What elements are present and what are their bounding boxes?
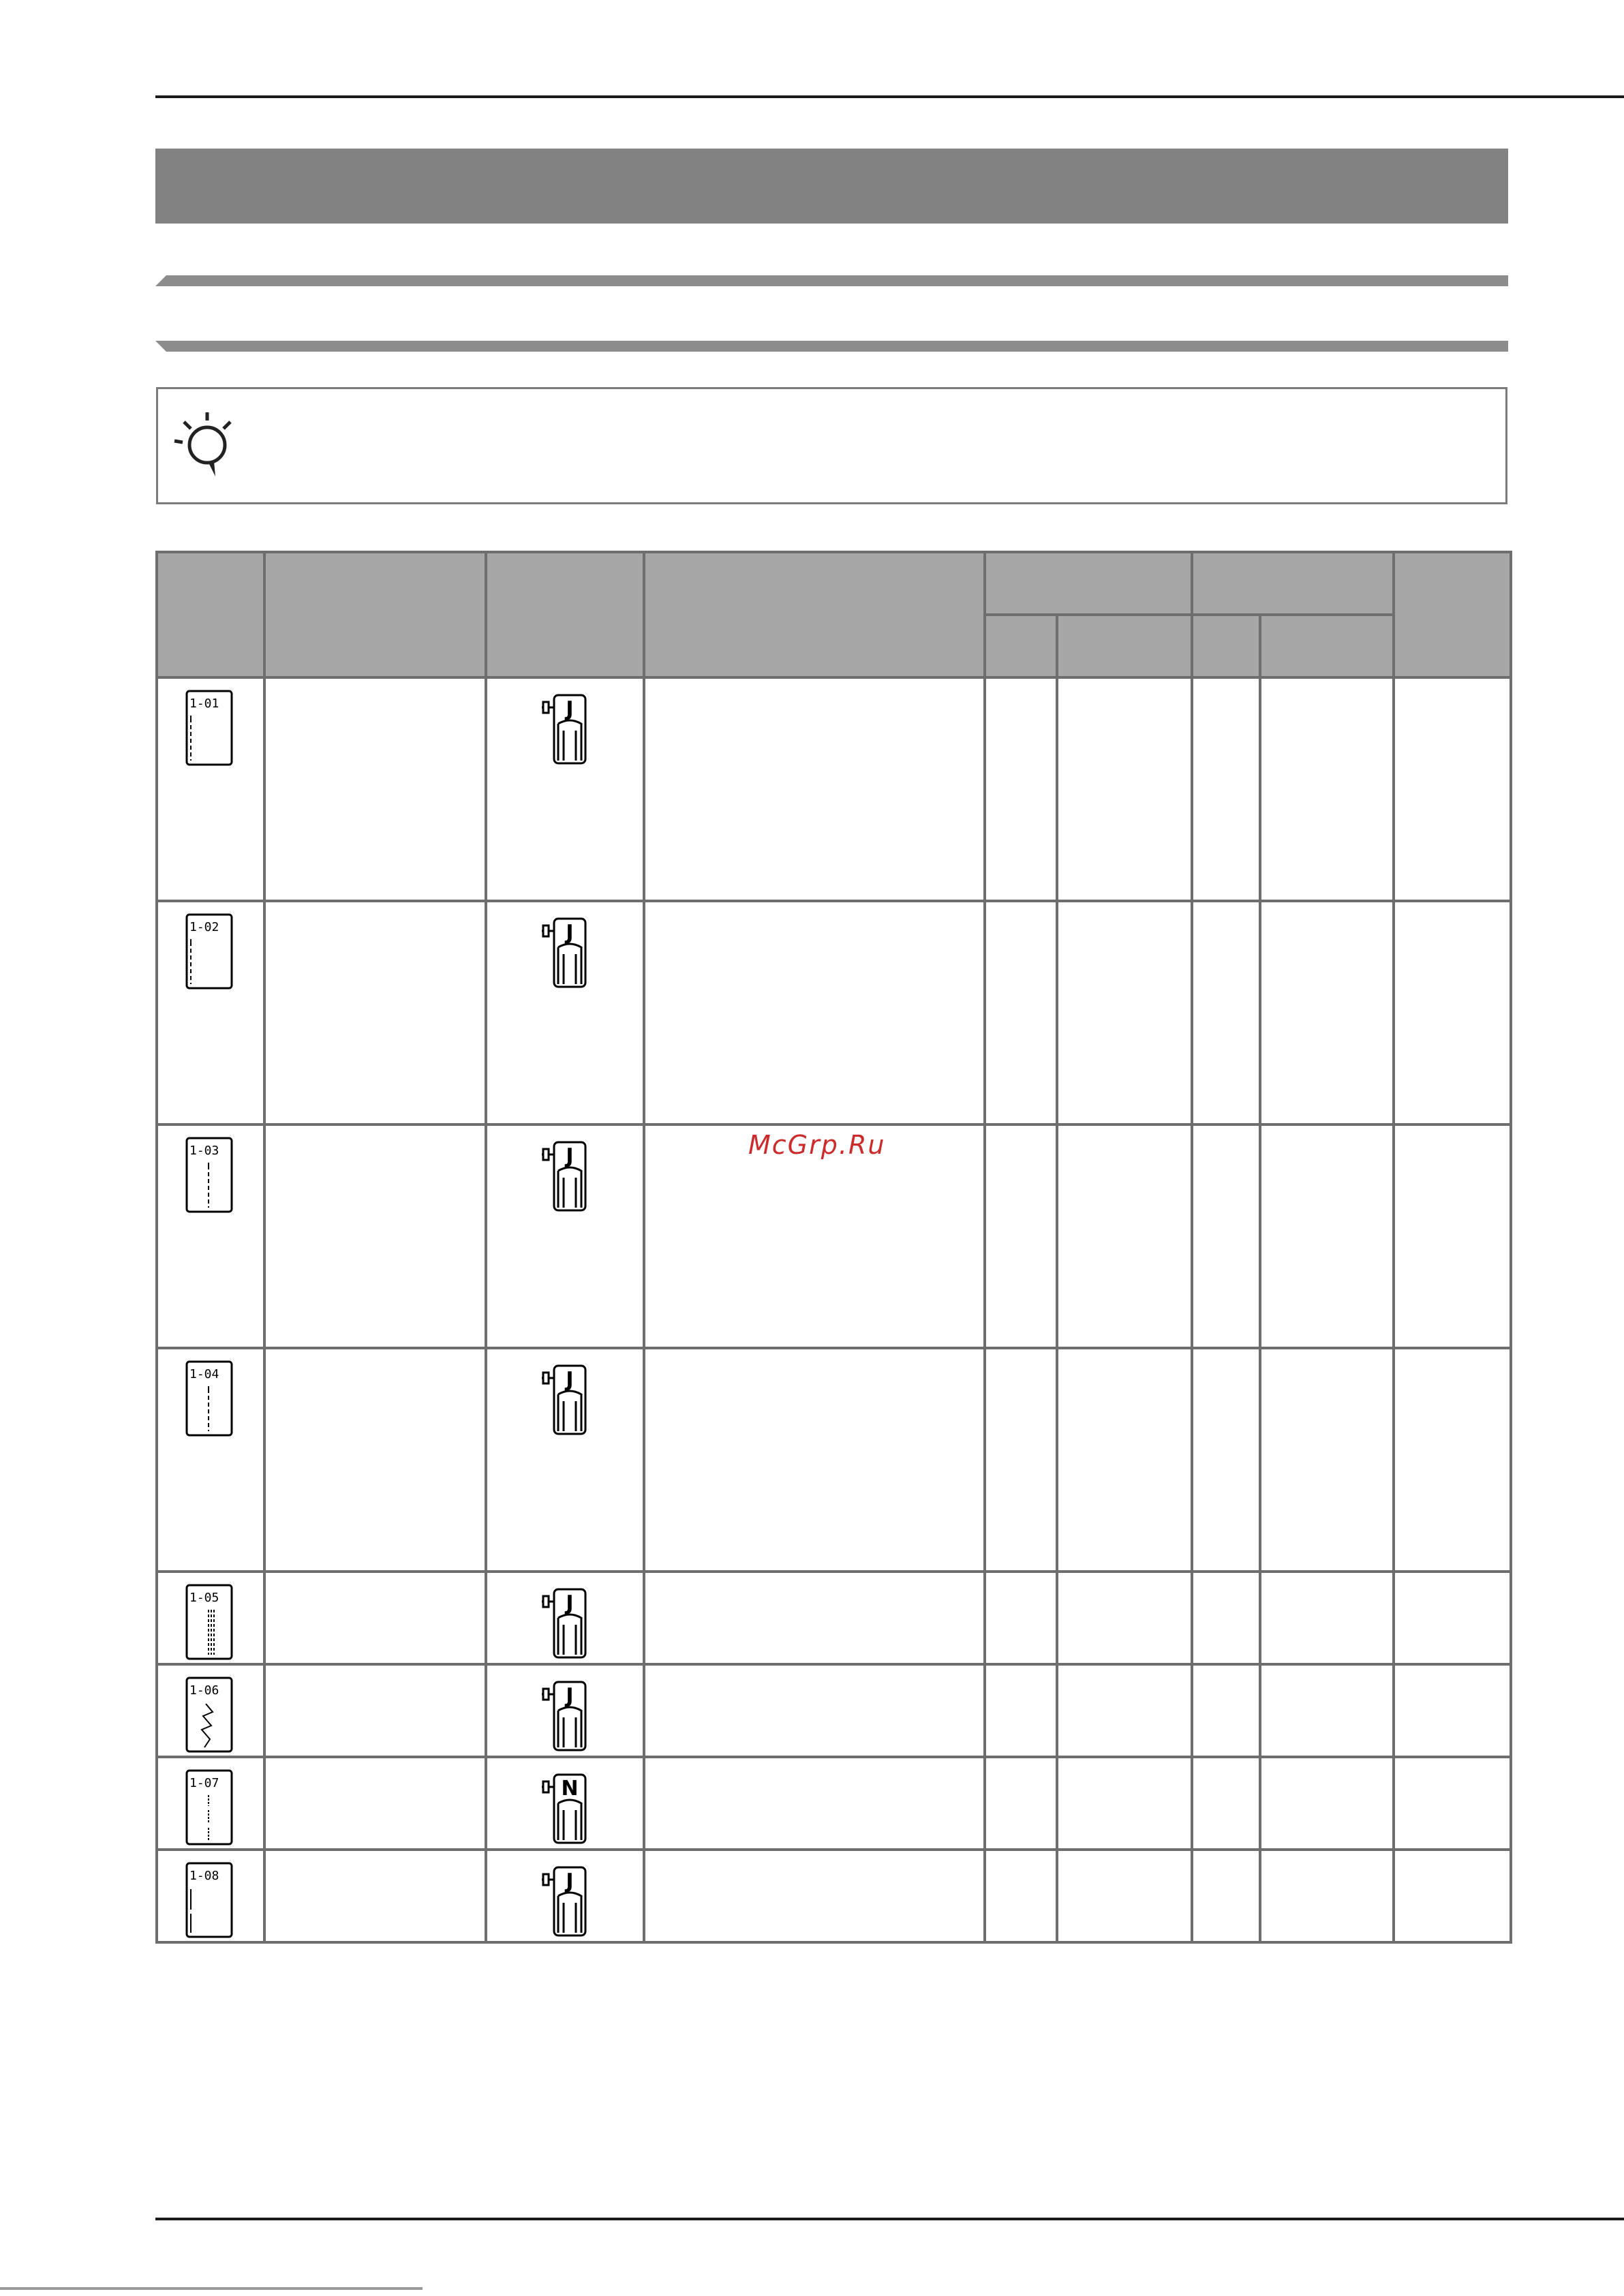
value-cell — [1394, 1572, 1511, 1664]
value-cell — [1192, 1348, 1260, 1572]
value-cell — [644, 1757, 985, 1850]
header-twin-needle — [1394, 552, 1511, 677]
table-row — [157, 1664, 1511, 1757]
stitch-cell — [157, 1348, 264, 1572]
value-cell — [1394, 1850, 1511, 1942]
svg-text:J: J — [566, 1591, 574, 1615]
svg-text:J: J — [566, 921, 574, 945]
presser-foot-j-icon — [539, 1865, 594, 1938]
top-rule — [155, 95, 1624, 98]
value-cell — [1192, 1664, 1260, 1757]
svg-text:N: N — [561, 1777, 579, 1801]
value-cell — [644, 1664, 985, 1757]
tip-lightbulb-icon — [173, 410, 241, 485]
name-cell — [264, 1348, 486, 1572]
stitch-cell — [157, 1572, 264, 1664]
stitch-code-text: 1-06 — [189, 1683, 219, 1698]
header-application — [644, 552, 985, 677]
name-cell — [264, 677, 486, 901]
value-cell — [1260, 1850, 1394, 1942]
table-row — [157, 1572, 1511, 1664]
value-cell — [1260, 901, 1394, 1124]
presser-foot-j-icon — [539, 1587, 594, 1660]
value-cell — [1394, 1124, 1511, 1348]
foot-cell — [486, 1850, 644, 1942]
name-cell — [264, 1757, 486, 1850]
value-cell — [985, 1664, 1057, 1757]
header-width-manual — [1057, 615, 1192, 677]
foot-cell — [486, 1348, 644, 1572]
chapter-title-bar — [155, 149, 1508, 224]
svg-text:J: J — [566, 1368, 574, 1392]
svg-text:J: J — [566, 1684, 574, 1708]
subsection-heading-bar — [155, 341, 1508, 352]
value-cell — [644, 1572, 985, 1664]
value-cell — [1192, 677, 1260, 901]
foot-cell — [486, 677, 644, 901]
presser-foot-j-icon — [539, 1363, 594, 1437]
presser-foot-n-icon — [539, 1772, 594, 1846]
value-cell — [985, 1348, 1057, 1572]
value-cell — [1260, 1348, 1394, 1572]
value-cell — [644, 1850, 985, 1942]
value-cell — [985, 1757, 1057, 1850]
value-cell — [1394, 677, 1511, 901]
value-cell — [1057, 1572, 1192, 1664]
value-cell — [644, 901, 985, 1124]
value-cell — [1192, 901, 1260, 1124]
stitch-cell — [157, 1850, 264, 1942]
value-cell — [1260, 1572, 1394, 1664]
value-cell — [1057, 1757, 1192, 1850]
value-cell — [1057, 1348, 1192, 1572]
table-row — [157, 1850, 1511, 1942]
value-cell — [1394, 901, 1511, 1124]
value-cell — [1192, 1757, 1260, 1850]
table-row — [157, 677, 1511, 901]
name-cell — [264, 1664, 486, 1757]
name-cell — [264, 1124, 486, 1348]
foot-cell — [486, 1757, 644, 1850]
value-cell — [985, 1572, 1057, 1664]
watermark: McGrp.Ru — [748, 1130, 886, 1160]
stitch-code-text: 1-04 — [189, 1367, 219, 1381]
value-cell — [1394, 1757, 1511, 1850]
value-cell — [1260, 1664, 1394, 1757]
header-stitch — [157, 552, 264, 677]
header-foot — [486, 552, 644, 677]
note-box — [156, 387, 1507, 504]
stitch-cell — [157, 677, 264, 901]
value-cell — [644, 1348, 985, 1572]
presser-foot-j-icon — [539, 1139, 594, 1213]
presser-foot-j-icon — [539, 916, 594, 990]
table-row — [157, 901, 1511, 1124]
stitch-code-text: 1-08 — [189, 1869, 219, 1883]
name-cell — [264, 1850, 486, 1942]
value-cell — [1057, 901, 1192, 1124]
value-cell — [1192, 1572, 1260, 1664]
svg-text:J: J — [566, 1869, 574, 1893]
presser-foot-j-icon — [539, 1679, 594, 1753]
value-cell — [1394, 1348, 1511, 1572]
name-cell — [264, 901, 486, 1124]
value-cell — [1192, 1124, 1260, 1348]
value-cell — [1394, 1664, 1511, 1757]
stitch-settings-table — [155, 551, 1512, 1944]
stitch-pattern-icon — [185, 913, 233, 990]
stitch-pattern-icon — [185, 1862, 233, 1938]
stitch-code-text: 1-05 — [189, 1591, 219, 1605]
svg-text:J: J — [566, 697, 574, 721]
stitch-cell — [157, 901, 264, 1124]
value-cell — [1192, 1850, 1260, 1942]
footer-strip — [0, 2287, 423, 2290]
value-cell — [1260, 677, 1394, 901]
header-width-group — [985, 552, 1192, 615]
stitch-code-text: 1-01 — [189, 697, 219, 711]
presser-foot-j-icon — [539, 692, 594, 766]
stitch-cell — [157, 1124, 264, 1348]
value-cell — [985, 901, 1057, 1124]
stitch-cell — [157, 1664, 264, 1757]
stitch-pattern-icon — [185, 1677, 233, 1753]
header-width-auto — [985, 615, 1057, 677]
svg-text:J: J — [566, 1144, 574, 1168]
foot-cell — [486, 1572, 644, 1664]
name-cell — [264, 1572, 486, 1664]
value-cell — [1057, 1664, 1192, 1757]
header-length-group — [1192, 552, 1394, 615]
table-row — [157, 1348, 1511, 1572]
value-cell — [1057, 1850, 1192, 1942]
stitch-pattern-icon — [185, 1769, 233, 1846]
value-cell — [1057, 677, 1192, 901]
stitch-pattern-icon — [185, 1584, 233, 1660]
stitch-code-text: 1-02 — [189, 920, 219, 934]
stitch-code-text: 1-03 — [189, 1144, 219, 1158]
value-cell — [1260, 1124, 1394, 1348]
value-cell — [985, 677, 1057, 901]
bottom-rule — [155, 2218, 1624, 2220]
stitch-code-text: 1-07 — [189, 1776, 219, 1790]
stitch-cell — [157, 1757, 264, 1850]
value-cell — [1260, 1757, 1394, 1850]
value-cell — [644, 677, 985, 901]
table-row — [157, 1757, 1511, 1850]
foot-cell — [486, 1124, 644, 1348]
foot-cell — [486, 901, 644, 1124]
stitch-pattern-icon — [185, 690, 233, 766]
header-name — [264, 552, 486, 677]
header-length-auto — [1192, 615, 1260, 677]
stitch-pattern-icon — [185, 1360, 233, 1437]
value-cell — [1057, 1124, 1192, 1348]
value-cell — [985, 1850, 1057, 1942]
stitch-pattern-icon — [185, 1137, 233, 1213]
value-cell — [985, 1124, 1057, 1348]
header-length-manual — [1260, 615, 1394, 677]
foot-cell — [486, 1664, 644, 1757]
section-heading-bar — [155, 275, 1508, 286]
